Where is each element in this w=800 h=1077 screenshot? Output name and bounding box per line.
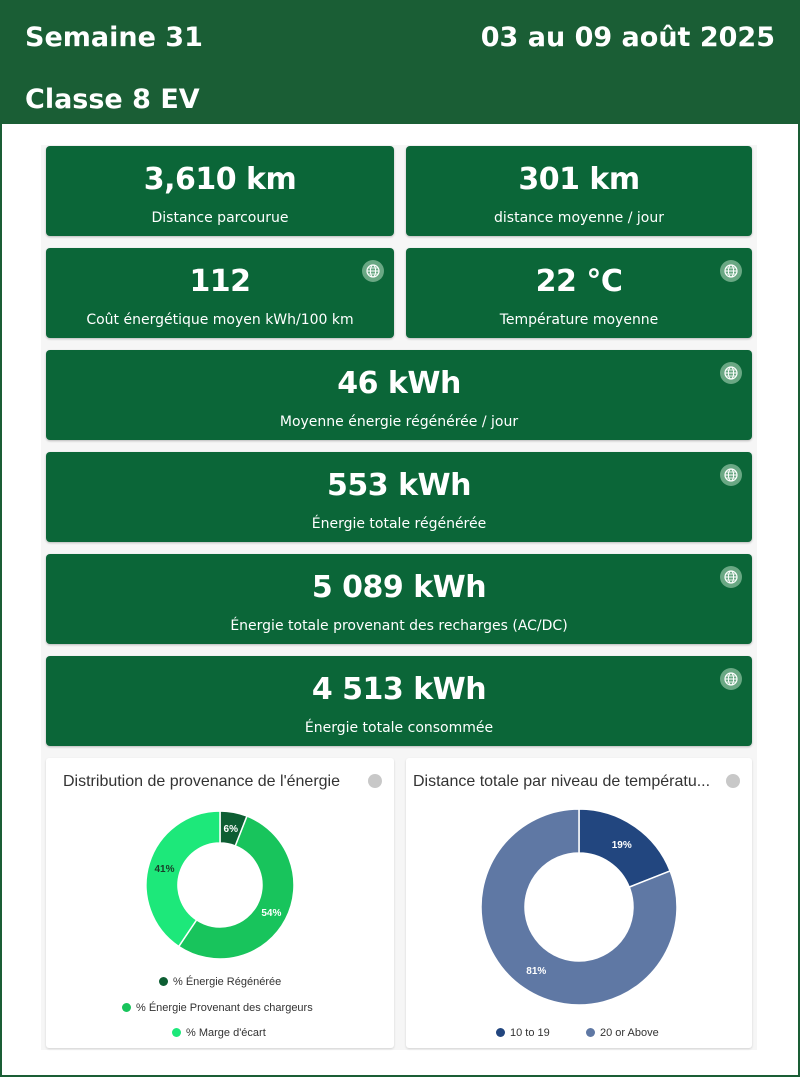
- legend-item: [159, 976, 281, 988]
- kpi-label: Coût énergétique moyen kWh/100 km: [86, 312, 354, 328]
- info-icon[interactable]: [368, 774, 382, 788]
- slice-label: 41%: [154, 864, 175, 876]
- kpi-label: Distance parcourue: [151, 210, 289, 226]
- kpi-value: 3,610 km: [143, 162, 297, 197]
- globe-icon[interactable]: [720, 464, 742, 486]
- info-icon[interactable]: [726, 774, 740, 788]
- legend-item: [496, 1027, 550, 1039]
- date-range: 03 au 09 août 2025: [480, 22, 775, 53]
- globe-icon[interactable]: [720, 566, 742, 588]
- legend-swatch: [586, 1028, 595, 1037]
- slice-label: 19%: [611, 840, 632, 852]
- legend-label: 20 or Above: [600, 1027, 659, 1039]
- kpi-label: distance moyenne / jour: [494, 210, 664, 226]
- kpi-label: Énergie totale consommée: [304, 720, 494, 736]
- header: [0, 0, 800, 124]
- kpi-energy-cost: [46, 248, 394, 338]
- kpi-value: 46 kWh: [337, 366, 461, 401]
- globe-icon[interactable]: [720, 668, 742, 690]
- legend-label: % Marge d'écart: [186, 1027, 266, 1039]
- chart-title: Distance totale par niveau de températu...: [413, 773, 711, 790]
- kpi-temperature: [406, 248, 752, 338]
- globe-icon[interactable]: [720, 260, 742, 282]
- legend-label: 10 to 19: [510, 1027, 550, 1039]
- kpi-value: 22 °C: [535, 264, 623, 299]
- kpi-label: Moyenne énergie régénérée / jour: [279, 414, 519, 430]
- legend-label: % Énergie Régénérée: [173, 976, 282, 988]
- legend-swatch: [496, 1028, 505, 1037]
- legend-swatch: [122, 1003, 131, 1012]
- legend-item: [172, 1027, 266, 1039]
- legend-swatch: [159, 977, 168, 986]
- legend-item: [122, 1002, 313, 1014]
- kpi-avg-regen: [46, 350, 752, 440]
- slice-label: 54%: [261, 907, 282, 919]
- kpi-label: Énergie totale régénérée: [311, 516, 487, 532]
- globe-icon[interactable]: [362, 260, 384, 282]
- week-label: Semaine 31: [25, 22, 203, 53]
- kpi-avg-distance: [406, 146, 752, 236]
- donut-chart-distance-temperature: [406, 806, 752, 1016]
- legend-label: % Énergie Provenant des chargeurs: [136, 1002, 313, 1014]
- kpi-value: 5 089 kWh: [311, 570, 487, 605]
- slice-label: 81%: [526, 965, 547, 977]
- vehicle-class: Classe 8 EV: [25, 84, 200, 115]
- chart-title: Distribution de provenance de l'énergie: [63, 773, 341, 790]
- slice-label: 6%: [223, 824, 238, 836]
- globe-icon[interactable]: [720, 362, 742, 384]
- legend-swatch: [172, 1028, 181, 1037]
- kpi-label: Énergie totale provenant des recharges (AC/DC): [230, 618, 568, 634]
- chart-card-distance-temperature: [406, 758, 752, 1048]
- kpi-value: 553 kWh: [327, 468, 471, 503]
- kpi-total-regen: [46, 452, 752, 542]
- kpi-label: Température moyenne: [499, 312, 659, 328]
- chart-card-energy-source: [46, 758, 394, 1048]
- kpi-total-consumed: [46, 656, 752, 746]
- kpi-value: 112: [189, 264, 251, 299]
- kpi-value: 301 km: [518, 162, 640, 197]
- kpi-value: 4 513 kWh: [311, 672, 487, 707]
- legend-item: [586, 1027, 659, 1039]
- kpi-total-charged: [46, 554, 752, 644]
- kpi-distance: [46, 146, 394, 236]
